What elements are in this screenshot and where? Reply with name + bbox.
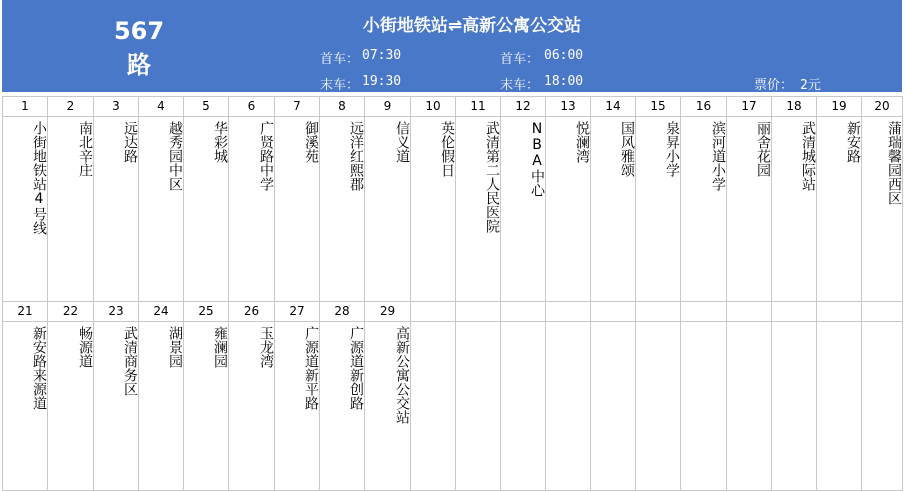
stop-number-divider	[139, 321, 183, 322]
first-bus-time-b: 06:00	[544, 48, 584, 63]
stop-number: 17	[741, 99, 757, 113]
stop-name: 武清第二人民医院	[484, 121, 500, 233]
stop-cell	[48, 97, 94, 302]
stop-number-divider	[411, 321, 455, 322]
stop-cell	[184, 97, 229, 302]
stop-cell	[591, 302, 636, 491]
stop-name: 新安路	[845, 121, 861, 163]
route-number: 567	[113, 17, 165, 45]
stop-number: 1	[21, 99, 29, 113]
stop-number: 6	[247, 99, 256, 113]
stop-cell	[636, 97, 681, 302]
stop-name: 滨河道小学	[710, 121, 726, 191]
stop-cell	[636, 302, 681, 491]
stop-cell	[229, 97, 275, 302]
stop-cell	[184, 302, 229, 491]
stop-number-divider	[3, 116, 47, 117]
stop-cell	[501, 302, 546, 491]
stop-name: 远洋红熙郡	[348, 121, 364, 191]
stop-cell	[275, 97, 320, 302]
stop-cell	[456, 302, 501, 491]
stop-name: 御溪苑	[303, 121, 319, 163]
stop-number: 25	[198, 304, 214, 318]
stop-cell	[772, 97, 817, 302]
route-title: 小街地铁站⇌高新公寓公交站	[362, 16, 582, 36]
stop-number: 15	[650, 99, 666, 113]
fare-value: 2元	[800, 78, 821, 93]
stop-cell	[94, 302, 139, 491]
stop-number: 16	[695, 99, 712, 113]
stop-number-divider	[411, 116, 455, 117]
stop-number: 26	[243, 304, 260, 318]
stop-number-divider	[184, 321, 228, 322]
stop-number-divider	[862, 116, 902, 117]
stop-cell	[727, 97, 772, 302]
stop-name: 英伦假日	[439, 121, 455, 177]
stop-name: 蒲瑞馨园西区	[886, 121, 902, 205]
stop-number: 18	[786, 99, 802, 113]
stop-number-divider	[48, 321, 93, 322]
stop-name: 广源道新平路	[303, 326, 319, 410]
stop-cell	[229, 302, 275, 491]
stop-number: 23	[108, 304, 124, 318]
stop-number-divider	[320, 321, 364, 322]
stop-cell	[772, 302, 817, 491]
stop-number-divider	[275, 321, 319, 322]
stop-number-divider	[727, 116, 771, 117]
stop-number: 27	[289, 304, 305, 318]
stop-number-divider	[456, 116, 500, 117]
stop-number-divider	[501, 116, 545, 117]
stop-number-divider	[862, 321, 902, 322]
stop-number-divider	[681, 321, 726, 322]
stop-cell	[591, 97, 636, 302]
stop-row-2	[3, 302, 903, 491]
stop-number-divider	[591, 321, 635, 322]
stop-number-divider	[817, 321, 861, 322]
stop-number: 3	[112, 99, 120, 113]
stop-cell	[501, 97, 546, 302]
stop-number: 4	[157, 99, 165, 113]
stop-number: 8	[338, 99, 346, 113]
fare-label: 票价：	[754, 78, 794, 93]
stop-number-divider	[94, 116, 138, 117]
stop-cell	[411, 97, 456, 302]
stop-number: 9	[383, 99, 392, 113]
stop-number: 21	[17, 304, 33, 318]
stop-number: 28	[334, 304, 350, 318]
stop-cell	[365, 97, 411, 302]
stop-number-divider	[365, 116, 410, 117]
stop-name: 悦澜湾	[574, 121, 590, 163]
stop-number: 5	[202, 99, 210, 113]
stop-name: 南北辛庄	[77, 121, 93, 177]
stop-number-divider	[636, 321, 680, 322]
first-bus-label-a: 首车：	[320, 52, 360, 67]
stop-cell	[320, 97, 365, 302]
stop-cell	[48, 302, 94, 491]
stop-number-divider	[94, 321, 138, 322]
stop-name: NBA中心	[529, 121, 545, 197]
stop-name: 广贤路中学	[258, 121, 274, 191]
stop-cell	[546, 97, 591, 302]
stop-number: 20	[874, 99, 890, 113]
stop-cell	[456, 97, 501, 302]
stop-name: 丽舍花园	[755, 121, 771, 177]
stop-number: 29	[379, 304, 396, 318]
first-bus-label-b: 首车：	[500, 52, 540, 67]
stop-name: 信义道	[394, 121, 410, 163]
stop-number: 22	[62, 304, 79, 318]
last-bus-label-a: 末车：	[320, 78, 360, 93]
stop-number-divider	[275, 116, 319, 117]
stop-name: 新安路来源道	[31, 326, 47, 410]
stop-number: 12	[515, 99, 531, 113]
stop-cell	[546, 302, 591, 491]
stop-name: 华彩城	[212, 121, 228, 163]
stop-cell	[681, 302, 727, 491]
stop-number-divider	[817, 116, 861, 117]
stop-name: 高新公寓公交站	[394, 326, 410, 424]
stop-number: 13	[560, 99, 576, 113]
stop-number-divider	[3, 321, 47, 322]
last-bus-time-b: 18:00	[544, 74, 584, 89]
stop-number-divider	[139, 116, 183, 117]
stop-name: 湖景园	[167, 326, 183, 368]
stop-number-divider	[456, 321, 500, 322]
stop-name: 畅源道	[77, 326, 93, 368]
stop-name: 雍澜园	[212, 326, 228, 368]
stop-cell	[681, 97, 727, 302]
stop-number: 10	[425, 99, 441, 113]
stop-grid	[2, 96, 903, 491]
last-bus-label-b: 末车：	[500, 78, 540, 93]
stop-number-divider	[546, 116, 590, 117]
stop-name: 国风雅颂	[619, 121, 635, 177]
stop-cell	[320, 302, 365, 491]
stop-cell	[817, 302, 862, 491]
stop-name: 武清商务区	[122, 326, 138, 396]
stop-number: 14	[605, 99, 621, 113]
last-bus-time-a: 19:30	[362, 74, 402, 89]
stop-cell	[862, 302, 903, 491]
stop-name: 小街地铁站4号线	[31, 121, 47, 235]
stop-number-divider	[501, 321, 545, 322]
stop-number-divider	[772, 116, 816, 117]
stop-number-divider	[772, 321, 816, 322]
route-header	[2, 0, 902, 92]
stop-name: 广源道新创路	[348, 326, 364, 410]
stop-cell	[817, 97, 862, 302]
stop-number: 24	[153, 304, 169, 318]
stop-name: 越秀园中区	[167, 121, 183, 191]
stop-number-divider	[229, 321, 274, 322]
stop-number: 19	[831, 99, 847, 113]
stop-number-divider	[320, 116, 364, 117]
stop-number-divider	[229, 116, 274, 117]
stop-cell	[3, 97, 48, 302]
stop-number: 2	[66, 99, 75, 113]
stop-cell	[139, 97, 184, 302]
stop-number: 7	[293, 99, 301, 113]
stop-cell	[862, 97, 903, 302]
stop-name: 玉龙湾	[258, 326, 274, 368]
stop-number-divider	[184, 116, 228, 117]
stop-number-divider	[546, 321, 590, 322]
stop-number-divider	[365, 321, 410, 322]
stop-cell	[411, 302, 456, 491]
stop-cell	[365, 302, 411, 491]
stop-number-divider	[591, 116, 635, 117]
route-suffix: 路	[127, 51, 151, 79]
stop-cell	[275, 302, 320, 491]
stop-name: 远达路	[122, 121, 138, 163]
stop-number-divider	[681, 116, 726, 117]
stop-name: 泉昇小学	[664, 121, 680, 177]
stop-number-divider	[727, 321, 771, 322]
stop-row-1	[3, 97, 903, 302]
stop-cell	[3, 302, 48, 491]
stop-cell	[139, 302, 184, 491]
stop-cell	[727, 302, 772, 491]
first-bus-time-a: 07:30	[362, 48, 402, 63]
stop-name: 武清城际站	[800, 121, 816, 191]
stop-cell	[94, 97, 139, 302]
stop-number-divider	[636, 116, 680, 117]
stop-number-divider	[48, 116, 93, 117]
stop-number: 11	[470, 99, 486, 113]
